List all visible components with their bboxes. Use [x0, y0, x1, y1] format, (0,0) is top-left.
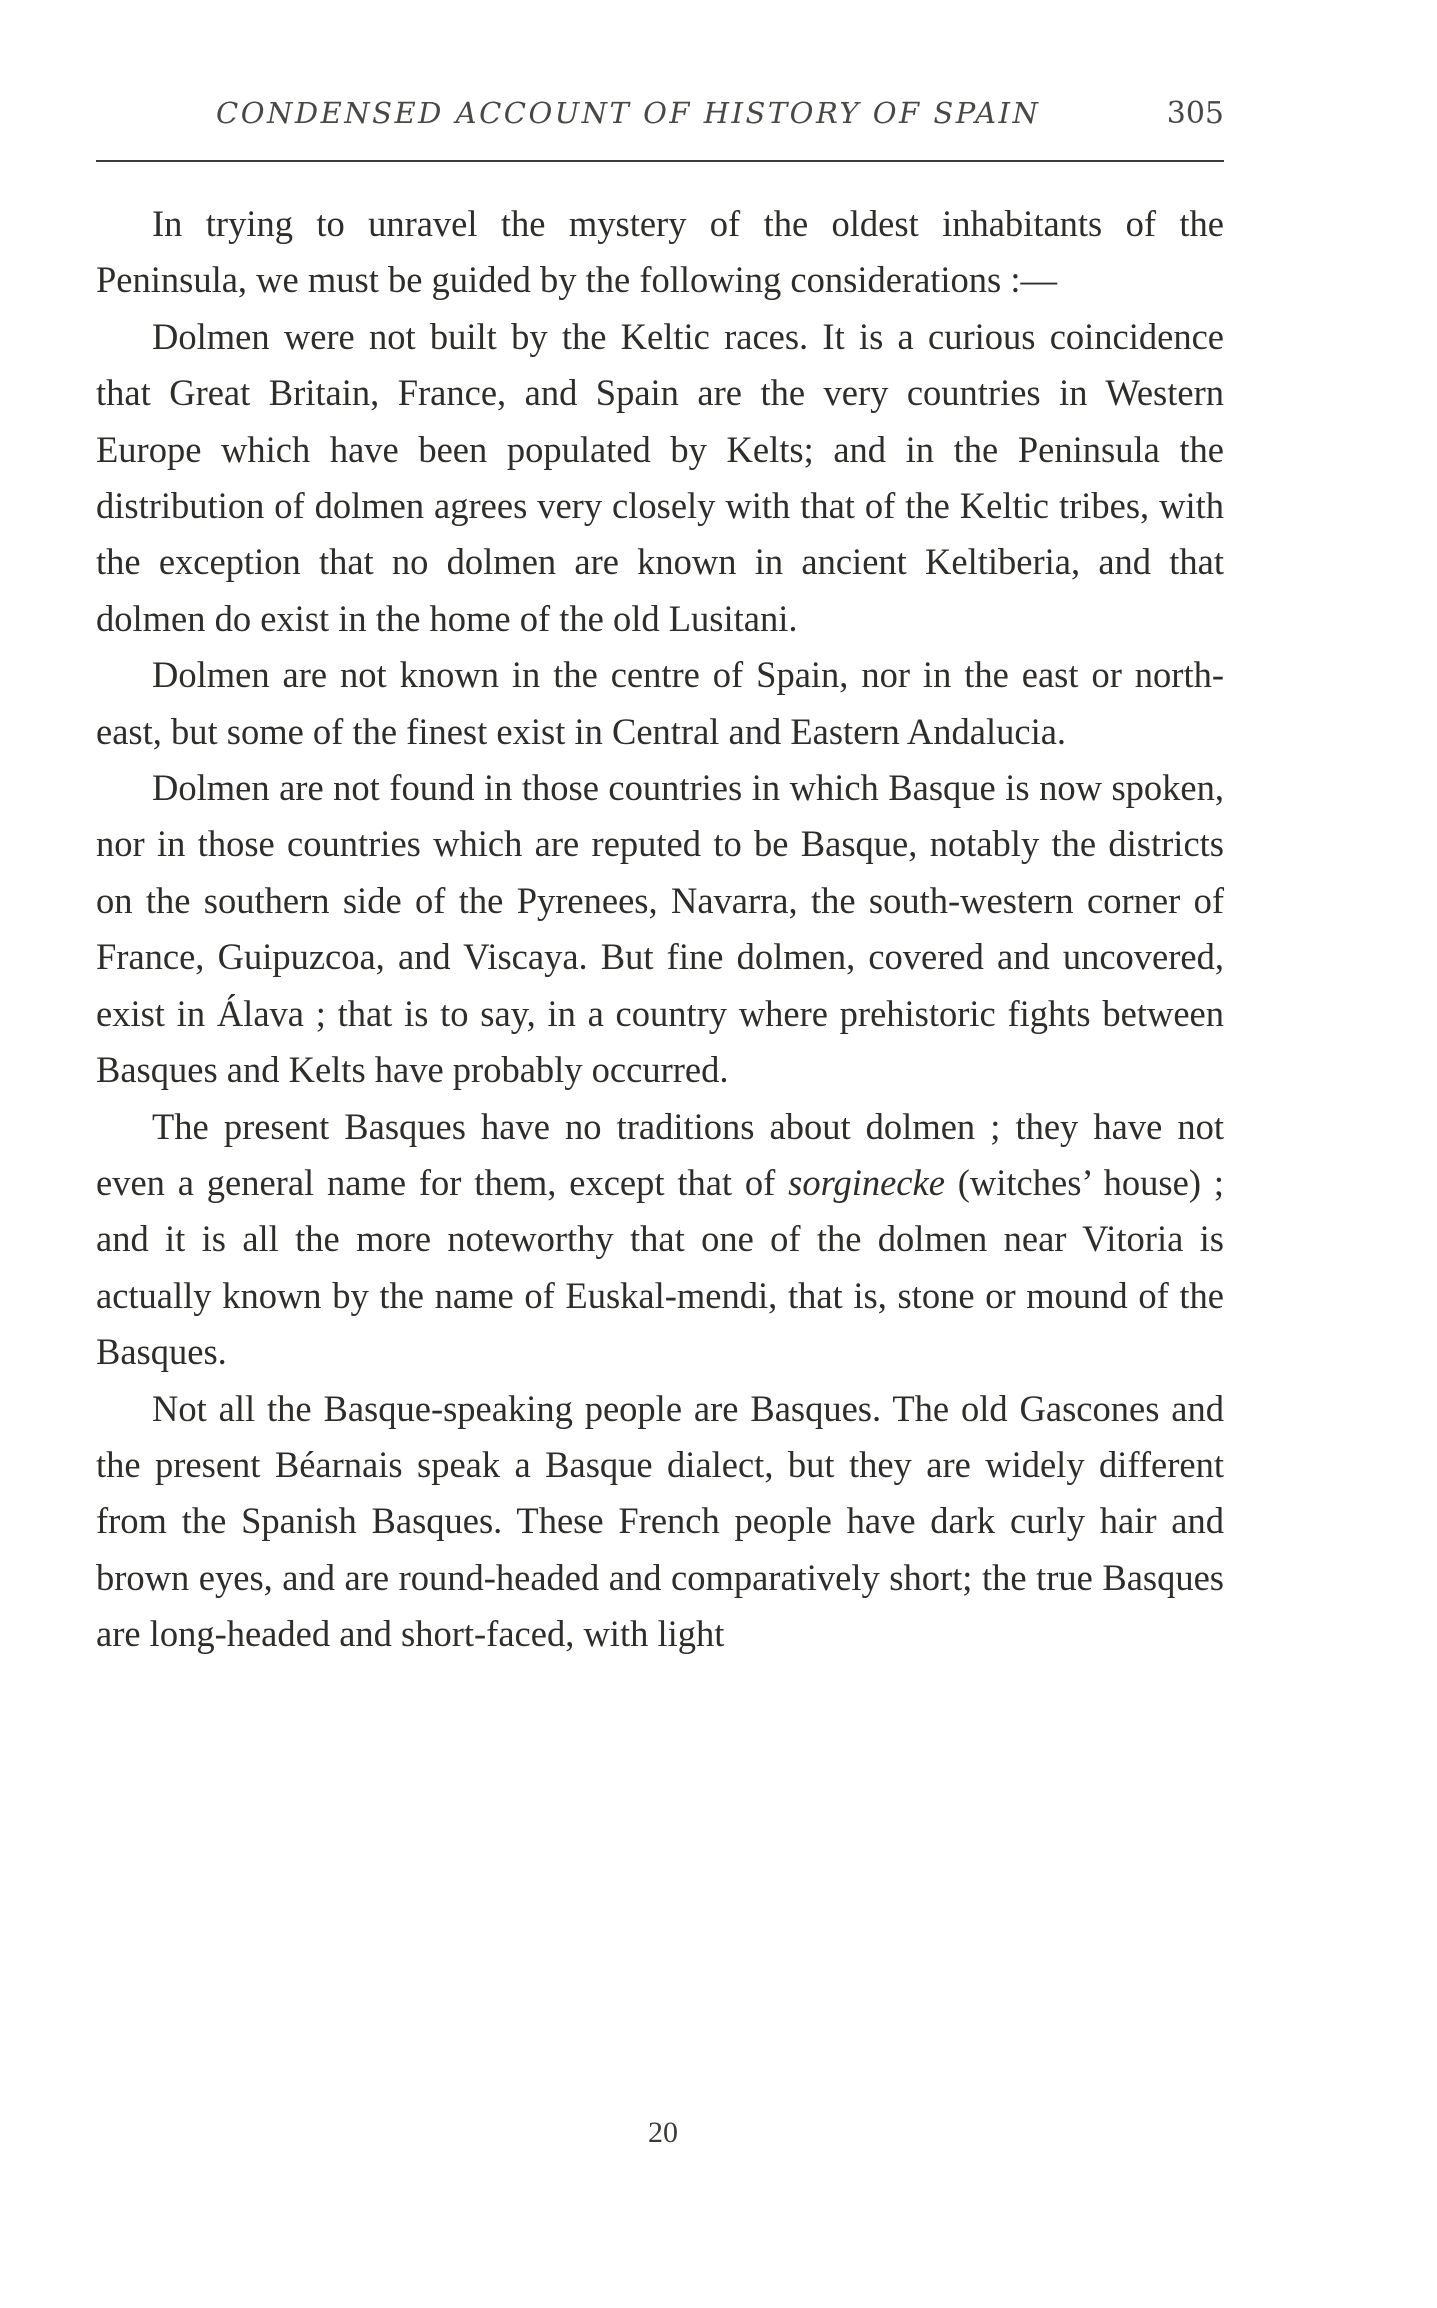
paragraph: Not all the Basque-speaking people are Basques. The old Gascones and the present Béarnais speak a Basque dialect, but they are widely different from the Spanish Basques. These French people have dark curly hair and brown eyes, and are round-headed and comparatively short; the true Basques are long-headed and short-faced, with light [96, 1387, 1224, 1655]
paragraph: In trying to unravel the mystery of the oldest inhabitants of the Peninsula, we must be guided by the following considerations :— [96, 203, 1224, 301]
running-head-title: CONDENSED ACCOUNT OF HISTORY OF SPAIN [216, 96, 1041, 130]
body-text [96, 196, 1224, 1663]
header-rule [96, 160, 1224, 162]
paragraph: Dolmen are not known in the centre of Spain, nor in the east or north-east, but some of the finest exist in Central and Eastern Andalucia. [96, 654, 1224, 752]
italic-term: sorginecke [788, 1161, 945, 1203]
page-number: 305 [1166, 96, 1224, 131]
page-header [96, 92, 1224, 140]
paragraph [96, 1099, 1224, 1381]
paragraph: Dolmen are not found in those countries in which Basque is now spoken, nor in those countries which are reputed to be Basque, notably the districts on the southern side of the Pyrenees, Navarra, the south-western corner of France, Guipuzcoa, and Viscaya. But fine dolmen, covered and uncovered, exist in Álava ; that is to say, in a country where prehistoric fights between Basques and Kelts have probably occurred. [96, 767, 1224, 1091]
paragraph-text: The present Basques have no traditions about dolmen ; they have not even a general name for them, except that of [96, 1105, 1224, 1203]
paragraph-text: (witches’ house) ; and it is all the more noteworthy that one of the dolmen near Vitoria is actually known by the name of Euskal-mendi, that is, stone or mound of the Basques. [96, 1161, 1224, 1373]
paragraph: Dolmen were not built by the Keltic races. It is a curious coincidence that Great Britain, France, and Spain are the very countries in Western Europe which have been populated by Kelts; and in the Peninsula the distribution of dolmen agrees very closely with that of the Keltic tribes, with the exception that no dolmen are known in ancient Keltiberia, and that dolmen do exist in the home of the old Lusitani. [96, 315, 1224, 639]
signature-mark: 20 [648, 2116, 678, 2149]
